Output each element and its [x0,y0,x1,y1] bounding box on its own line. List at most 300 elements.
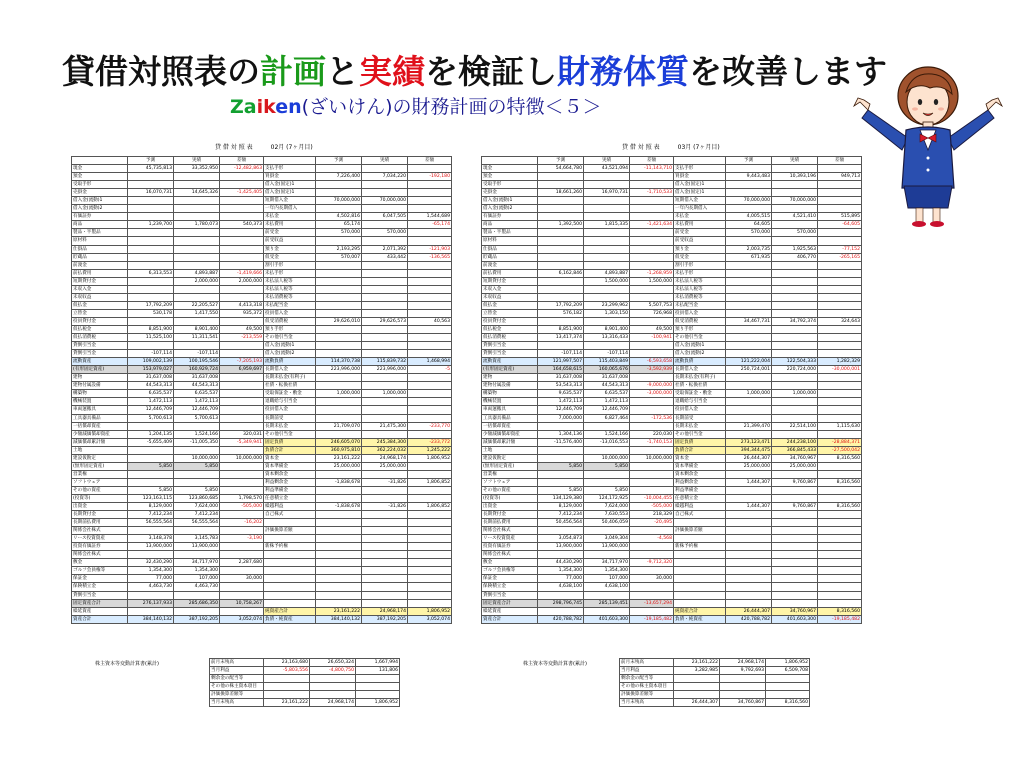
amount-cell [362,559,408,567]
amount-cell: 17,792,209 [538,301,584,309]
account-name-cell: ゴルフ会員権等 [72,567,128,575]
amount-cell [174,317,220,325]
left-sheet-caption: 貸 借 対 照 表 02月 (7ヶ月目) [215,144,313,151]
table-row [72,438,452,446]
amount-cell [818,309,862,317]
account-name-cell [264,591,316,599]
amount-cell [772,334,818,342]
amount-cell: 115,839,732 [362,358,408,366]
amount-cell: 64,605 [726,221,772,229]
account-name-cell: 繰越利益 [674,503,726,511]
amount-cell: 1,780,073 [174,221,220,229]
amount-cell: 3,145,783 [174,535,220,543]
amount-cell [818,325,862,333]
account-name-cell: 固定負債 [264,438,316,446]
table-row [482,165,862,173]
amount-cell: 9,760,867 [772,503,818,511]
amount-cell [316,301,362,309]
amount-cell [316,430,362,438]
amount-cell: 16,970,731 [584,189,630,197]
account-name-cell: 未払配当金 [264,301,316,309]
equity-amount-cell [310,691,356,699]
amount-cell [220,342,264,350]
account-name-cell: 利益剰余金 [674,478,726,486]
account-name-cell: 社債・転換社債 [264,382,316,390]
account-name-cell: 立替金 [72,309,128,317]
amount-cell [818,567,862,575]
amount-cell: 25,000,000 [362,462,408,470]
amount-cell [408,189,452,197]
amount-cell: 220,724,000 [772,366,818,374]
amount-cell [584,478,630,486]
amount-cell: 6,635,537 [128,390,174,398]
amount-cell: -505,000 [630,503,674,511]
table-row [72,342,452,350]
right-balance-table [481,156,862,624]
amount-cell [316,551,362,559]
amount-cell [726,181,772,189]
amount-cell [316,583,362,591]
table-row [72,414,452,422]
account-name-cell: 任意積立金 [674,494,726,502]
table-row [72,390,452,398]
amount-cell [362,567,408,575]
equity-amount-cell [264,675,310,683]
amount-cell: 223,996,000 [362,366,408,374]
equity-row [620,659,810,667]
equity-amount-cell [674,691,720,699]
amount-cell: 12,446,709 [128,406,174,414]
amount-cell: 4,893,887 [174,269,220,277]
amount-cell: 1,444,307 [726,503,772,511]
amount-cell [220,406,264,414]
amount-cell: 77,000 [538,575,584,583]
amount-cell [584,317,630,325]
amount-cell: -11,576,400 [538,438,584,446]
account-name-cell: 保険積立金 [482,583,538,591]
right-balance-sheet [481,140,881,720]
account-name-cell: 支払手形 [264,165,316,173]
amount-cell [726,494,772,502]
amount-cell [362,575,408,583]
account-name-cell: 役員貸付金 [72,317,128,325]
equity-amount-cell [766,691,810,699]
amount-cell: 1,544,689 [408,213,452,221]
amount-cell [362,414,408,422]
account-name-cell: 保証金 [482,575,538,583]
amount-cell: 1,472,113 [128,398,174,406]
table-row [72,559,452,567]
amount-cell [220,414,264,422]
table-row [72,301,452,309]
amount-cell: -5 [408,366,452,374]
amount-cell [772,342,818,350]
amount-cell [726,293,772,301]
equity-label-cell: 当月末残高 [620,699,674,707]
account-name-cell: 仕掛品 [482,245,538,253]
amount-cell [174,478,220,486]
amount-cell: 1,806,852 [408,478,452,486]
amount-cell [316,591,362,599]
amount-cell: 107,000 [174,575,220,583]
account-name-cell: 受取手形 [72,181,128,189]
table-row [72,285,452,293]
account-name-cell: 保証金 [72,575,128,583]
account-name-cell: 未収入金 [72,285,128,293]
amount-cell [630,173,674,181]
table-row [72,317,452,325]
amount-cell [538,293,584,301]
account-name-cell: 仮受金 [264,253,316,261]
header-cell: 実績 [772,157,818,165]
account-name-cell: 建物付属設備 [72,382,128,390]
amount-cell [538,181,584,189]
account-name-cell: その他の資産 [72,486,128,494]
account-name-cell: 評価換算差額 [674,527,726,535]
account-name-cell: 預り手形 [674,325,726,333]
table-row [72,551,452,559]
account-name-cell: リース投資資産 [482,535,538,543]
amount-cell [408,535,452,543]
amount-cell: 26,444,307 [726,607,772,615]
amount-cell [128,470,174,478]
amount-cell: 12,446,709 [174,406,220,414]
account-name-cell: 仮受金 [674,253,726,261]
account-name-cell: 未収収益 [72,293,128,301]
amount-cell: 1,806,952 [408,454,452,462]
account-name-cell: 利益準備金 [264,486,316,494]
amount-cell [408,567,452,575]
amount-cell [408,519,452,527]
amount-cell [726,277,772,285]
account-name-cell: 長期前受 [674,414,726,422]
amount-cell [818,599,862,607]
amount-cell: 7,034,220 [362,173,408,181]
title-plan: 計画 [260,52,326,91]
amount-cell [408,293,452,301]
account-name-cell: 車両運搬具 [482,406,538,414]
amount-cell [726,189,772,197]
amount-cell [220,470,264,478]
amount-cell [584,607,630,615]
account-name-cell: その他引当金 [264,430,316,438]
amount-cell [408,285,452,293]
table-row [482,414,862,422]
amount-cell [362,430,408,438]
equity-amount-cell [356,683,400,691]
account-name-cell: 短期借入金 [674,197,726,205]
account-name-cell: 前渡金 [482,261,538,269]
amount-cell [128,285,174,293]
amount-cell: 570,000 [316,229,362,237]
amount-cell: 1,468,994 [408,358,452,366]
header-cell [482,157,538,165]
amount-cell [220,181,264,189]
account-name-cell: 仮払消費税 [482,334,538,342]
account-name-cell: 退職給与引当金 [674,398,726,406]
amount-cell [726,575,772,583]
account-name-cell: 前受収益 [674,237,726,245]
amount-cell [316,342,362,350]
account-name-cell: 借入金(流動)2 [72,205,128,213]
amount-cell: 8,316,560 [818,607,862,615]
account-name-cell: 利益準備金 [674,486,726,494]
amount-cell [362,382,408,390]
amount-cell [772,398,818,406]
table-row [482,261,862,269]
account-name-cell: 製品・半製品 [482,229,538,237]
amount-cell [316,527,362,535]
amount-cell: 33,352,950 [174,165,220,173]
amount-cell [772,277,818,285]
table-row [72,261,452,269]
amount-cell [630,245,674,253]
amount-cell [316,414,362,422]
table-row [72,511,452,519]
amount-cell [538,342,584,350]
amount-cell [726,398,772,406]
account-name-cell: 割引手形 [264,261,316,269]
amount-cell [220,486,264,494]
amount-cell [220,607,264,615]
amount-cell: 13,900,000 [538,543,584,551]
table-header-row [72,157,452,165]
amount-cell: -1,710,533 [630,189,674,197]
amount-cell: 362,224,032 [362,446,408,454]
amount-cell: 13,316,433 [584,334,630,342]
account-name-cell: 資本金 [264,454,316,462]
amount-cell: -3,000,000 [630,390,674,398]
amount-cell: -30,000,001 [818,366,862,374]
amount-cell [818,430,862,438]
equity-label-cell: 剰余金の配当等 [210,675,264,683]
equity-row [620,691,810,699]
amount-cell: 164,658,615 [538,366,584,374]
table-row [482,575,862,583]
amount-cell: 10,000,000 [630,454,674,462]
table-row [482,213,862,221]
account-name-cell: 貸倒引当金 [72,342,128,350]
amount-cell: 7,630,553 [584,511,630,519]
table-row [72,205,452,213]
amount-cell: 1,000,000 [316,390,362,398]
amount-cell [128,277,174,285]
amount-cell [818,269,862,277]
account-name-cell [674,551,726,559]
header-cell: 予測 [128,157,174,165]
amount-cell [630,478,674,486]
account-name-cell: 現金 [72,165,128,173]
amount-cell [220,293,264,301]
amount-cell: 11,525,100 [128,334,174,342]
account-name-cell: 評価換算差額 [264,527,316,535]
account-name-cell: 一年内長期借入 [264,205,316,213]
account-name-cell: 商品 [482,221,538,229]
account-name-cell: 仮受消費税 [674,317,726,325]
amount-cell: 1,444,307 [726,478,772,486]
amount-cell [220,213,264,221]
amount-cell: 387,192,205 [174,615,220,623]
header-cell: 差額 [220,157,264,165]
amount-cell [538,478,584,486]
amount-cell: -1,425,405 [220,189,264,197]
amount-cell: -1,838,678 [316,478,362,486]
table-row [72,269,452,277]
amount-cell [316,535,362,543]
amount-cell: -1,421,634 [630,221,674,229]
amount-cell [220,197,264,205]
account-name-cell: 割引手形 [674,261,726,269]
amount-cell [408,406,452,414]
amount-cell: 5,507,753 [630,301,674,309]
table-row [72,293,452,301]
amount-cell [818,583,862,591]
table-row [72,229,452,237]
amount-cell: 570,000 [726,229,772,237]
amount-cell: 26,444,307 [726,454,772,462]
amount-cell: 935,372 [220,309,264,317]
amount-cell [408,269,452,277]
amount-cell: 25,000,000 [772,462,818,470]
table-row [482,366,862,374]
amount-cell [362,309,408,317]
amount-cell: 44,543,313 [128,382,174,390]
amount-cell: 1,204,135 [128,430,174,438]
amount-cell: 1,500,000 [584,277,630,285]
amount-cell: 21,399,470 [726,422,772,430]
amount-cell [362,494,408,502]
account-name-cell: 受取保証金・敷金 [674,390,726,398]
amount-cell: 44,543,313 [174,382,220,390]
amount-cell [316,181,362,189]
account-name-cell: 敷金 [482,559,538,567]
amount-cell [818,543,862,551]
amount-cell: 115,403,849 [584,358,630,366]
amount-cell [726,261,772,269]
amount-cell [726,511,772,519]
amount-cell [772,527,818,535]
amount-cell: 10,758,267 [220,599,264,607]
amount-cell [220,543,264,551]
account-name-cell: 未払費用 [674,221,726,229]
amount-cell [362,486,408,494]
amount-cell [726,543,772,551]
equity-amount-cell [720,691,766,699]
account-name-cell [674,583,726,591]
account-name-cell: 貸倒引当金 [72,350,128,358]
equity-amount-cell [720,675,766,683]
account-name-cell: 純資産合計 [264,607,316,615]
account-name-cell: 土地 [482,446,538,454]
amount-cell [726,285,772,293]
account-name-cell: 仮払金 [72,301,128,309]
account-name-cell: 一括償却資産 [72,422,128,430]
amount-cell [408,430,452,438]
amount-cell [772,261,818,269]
account-name-cell: (投資等) [72,494,128,502]
account-name-cell [674,535,726,543]
amount-cell: 70,000,000 [316,197,362,205]
account-name-cell: 前払費用 [482,269,538,277]
amount-cell: 121,222,004 [726,358,772,366]
equity-amount-cell: 26,444,307 [674,699,720,707]
amount-cell [220,446,264,454]
account-name-cell: 未払法人税等 [674,277,726,285]
amount-cell: 10,000,000 [174,454,220,462]
amount-cell [584,342,630,350]
amount-cell: 9,635,537 [538,390,584,398]
account-name-cell: 関係会社株式 [72,551,128,559]
account-name-cell: 建設仮勘定 [482,454,538,462]
table-row [72,583,452,591]
amount-cell [818,470,862,478]
amount-cell [316,350,362,358]
amount-cell: -9,000,000 [630,382,674,390]
account-name-cell: 固定資産合計 [482,599,538,607]
amount-cell: 4,502,816 [316,213,362,221]
amount-cell [408,229,452,237]
account-name-cell: 長期貸付金 [72,511,128,519]
amount-cell [220,398,264,406]
amount-cell [584,173,630,181]
amount-cell [362,350,408,358]
table-row [72,527,452,535]
amount-cell [630,607,674,615]
amount-cell [362,261,408,269]
account-name-cell: その他引当金 [674,430,726,438]
account-name-cell: 社債・転換社債 [674,382,726,390]
amount-cell [128,253,174,261]
amount-cell [772,551,818,559]
table-row [72,197,452,205]
amount-cell [408,486,452,494]
amount-cell [316,567,362,575]
amount-cell [818,591,862,599]
subtitle [230,92,602,119]
amount-cell [818,398,862,406]
amount-cell [362,599,408,607]
amount-cell: 576,182 [538,309,584,317]
amount-cell [174,237,220,245]
equity-amount-cell: 23,161,222 [674,659,720,667]
amount-cell: 5,850 [174,486,220,494]
table-row [482,301,862,309]
amount-cell [128,551,174,559]
amount-cell: 10,000,000 [584,454,630,462]
account-name-cell: 借入金(流動)1 [264,342,316,350]
amount-cell [630,446,674,454]
account-name-cell: 仕掛品 [72,245,128,253]
amount-cell: 530,178 [128,309,174,317]
amount-cell: 6,959,697 [220,366,264,374]
account-name-cell: 前払費用 [72,269,128,277]
amount-cell: 1,798,570 [220,494,264,502]
amount-cell: -27,500,042 [818,446,862,454]
account-name-cell: 長期借入金 [674,366,726,374]
table-row [482,430,862,438]
amount-cell [174,229,220,237]
amount-cell [772,406,818,414]
table-row [482,181,862,189]
amount-cell: 23,161,222 [316,454,362,462]
table-row [72,543,452,551]
amount-cell [128,173,174,181]
amount-cell [818,486,862,494]
table-row [482,486,862,494]
amount-cell: 6,635,537 [584,390,630,398]
amount-cell [174,253,220,261]
amount-cell: 31,637,008 [584,374,630,382]
